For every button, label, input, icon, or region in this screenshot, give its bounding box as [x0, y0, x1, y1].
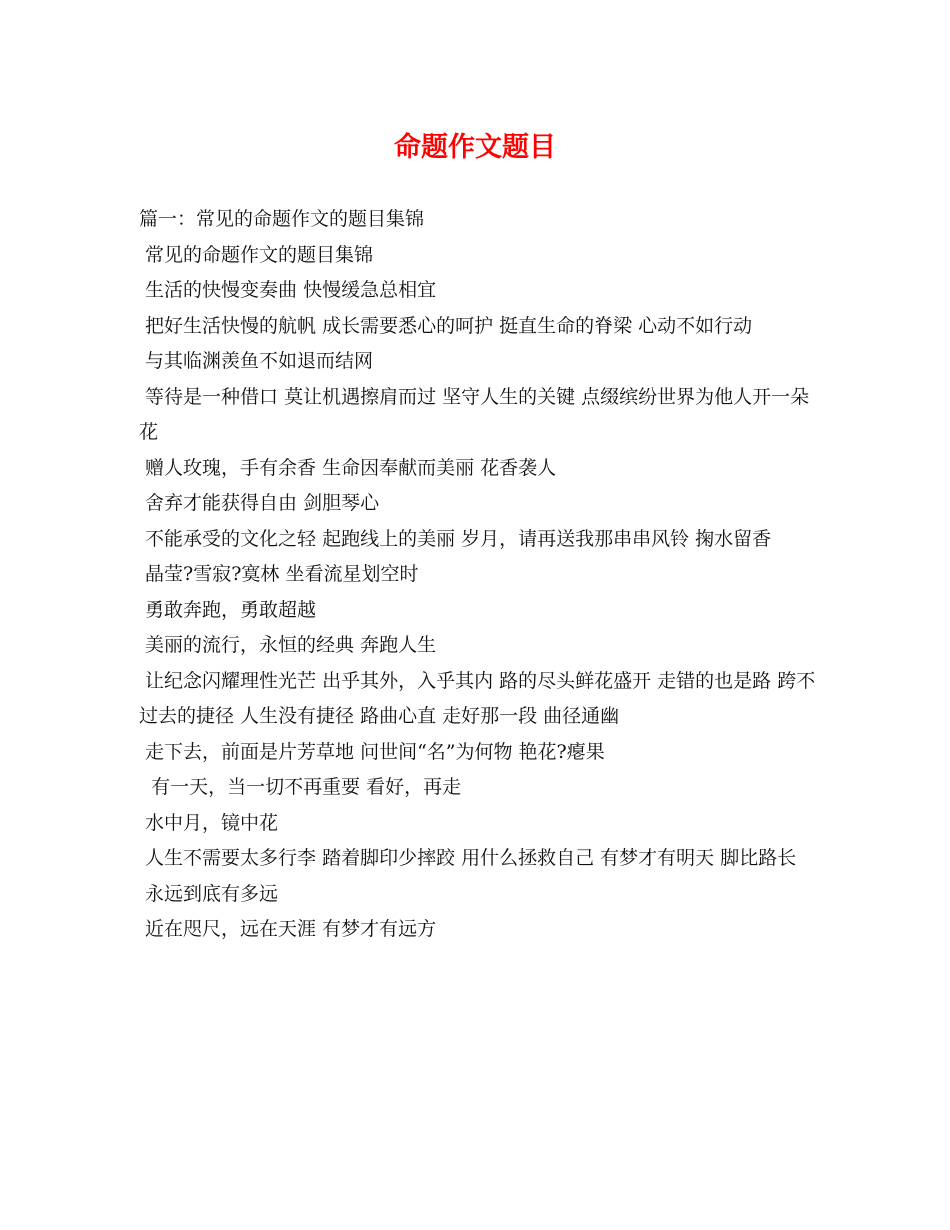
text-line: 与其临渊羡鱼不如退而结网 [139, 350, 374, 372]
text-line: 让纪念闪耀理性光芒 出乎其外，入乎其内 路的尽头鲜花盛开 走错的也是路 跨不过去的捷径 人生没有捷径 路曲心直 走好那一段 曲径通幽 [139, 669, 816, 727]
text-line: 勇敢奔跑，勇敢超越 [139, 598, 317, 621]
text-line: 常见的命题作文的题目集锦 [139, 243, 374, 266]
text-line: 篇一：常见的命题作文的题目集锦 [139, 208, 425, 230]
text-line: 近在咫尺，远在天涯 有梦才有远方 [139, 918, 437, 940]
text-line: 舍弃才能获得自由 剑胆琴心 [139, 492, 380, 514]
document-body [139, 202, 819, 948]
text-line: 晶莹?雪寂?寞林 坐看流星划空时 [139, 563, 419, 585]
text-line: 把好生活快慢的航帆 成长需要悉心的呵护 挺直生命的脊梁 心动不如行动 [139, 314, 753, 337]
text-line: 等待是一种借口 莫让机遇擦肩而过 坚守人生的关键 点缀缤纷世界为他人开一朵花 [139, 385, 810, 443]
text-line: 有一天，当一切不再重要 看好，再走 [139, 776, 462, 798]
text-line: 不能承受的文化之轻 起跑线上的美丽 岁月，请再送我那串串风铃 掬水留香 [139, 527, 772, 550]
text-line: 赠人玫瑰，手有余香 生命因奉献而美丽 花香袭人 [139, 456, 557, 479]
text-line: 水中月，镜中花 [139, 811, 279, 834]
text-line: 永远到底有多远 [139, 882, 279, 905]
text-line: 生活的快慢变奏曲 快慢缓急总相宜 [139, 279, 437, 301]
text-line: 人生不需要太多行李 踏着脚印少摔跤 用什么拯救自己 有梦才有明天 脚比路长 [139, 847, 797, 869]
text-line: 走下去，前面是片芳草地 问世间“名”为何物 艳花?瘪果 [139, 740, 605, 763]
document-title: 命题作文题目 [394, 132, 556, 163]
text-line: 美丽的流行，永恒的经典 奔跑人生 [139, 634, 437, 656]
